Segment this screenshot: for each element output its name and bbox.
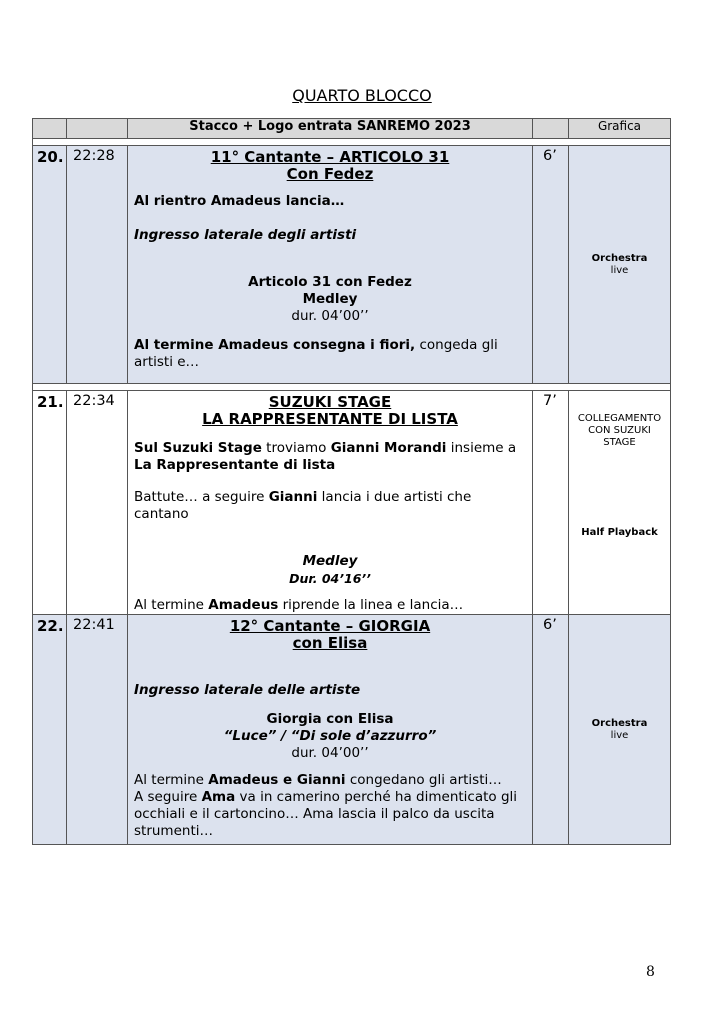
bold-text: Amadeus (208, 597, 279, 613)
table-row (33, 146, 671, 384)
header-cell-time (67, 119, 128, 139)
row-text (134, 337, 526, 371)
header-cell-dur (533, 119, 569, 139)
bold-text: Gianni (268, 489, 318, 505)
performance-line: “Luce” / “Di sole d’azzurro” (223, 728, 437, 744)
grafica-note: COLLEGAMENTO (577, 413, 662, 424)
row-time: 22:28 (67, 146, 128, 384)
table-row (33, 391, 671, 615)
bold-text: Ama (201, 789, 236, 805)
grafica-note: live (610, 264, 629, 276)
row-grafica (569, 391, 671, 615)
row-text (134, 772, 526, 789)
performance-line: Articolo 31 con Fedez (248, 274, 412, 290)
performance-line: Medley (302, 553, 358, 569)
plain-text: troviamo (261, 440, 331, 456)
performance-line: Medley (302, 291, 358, 307)
table-row (33, 615, 671, 845)
row-number: 22. (33, 615, 67, 845)
row-spacer (33, 139, 671, 146)
row-content (128, 146, 533, 384)
row-title-line1: 12° Cantante – GIORGIA (229, 617, 431, 635)
plain-text: riprende la linea e lancia… (278, 597, 464, 613)
header-row (33, 119, 671, 139)
plain-text: A seguire (134, 789, 202, 805)
plain-text: congeda gli artisti e… (134, 337, 498, 370)
performance-duration: Dur. 04’16’’ (289, 571, 371, 586)
row-duration: 6’ (533, 615, 569, 845)
plain-text: Al termine (134, 597, 209, 613)
row-text: Al rientro Amadeus lancia… (134, 193, 345, 209)
grafica-note-bold: Orchestra (591, 252, 648, 264)
row-text: Ingresso laterale delle artiste (134, 682, 361, 698)
bold-text: Gianni Morandi (330, 440, 447, 456)
row-time: 22:41 (67, 615, 128, 845)
row-grafica (569, 146, 671, 384)
bold-text: Al termine Amadeus consegna i fiori, (134, 337, 416, 353)
header-main: Stacco + Logo entrata SANREMO 2023 (128, 119, 533, 139)
plain-text: insieme a (446, 440, 517, 456)
page-number: 8 (646, 964, 655, 980)
performance-duration: dur. 04’00’’ (291, 745, 369, 761)
row-duration: 7’ (533, 391, 569, 615)
header-cell-num (33, 119, 67, 139)
grafica-note: live (610, 729, 629, 741)
bold-text: Amadeus e Gianni (208, 772, 346, 788)
grafica-note-bold: Orchestra (591, 717, 648, 729)
grafica-note: STAGE (603, 437, 636, 448)
row-title-line2: LA RAPPRESENTANTE DI LISTA (202, 410, 458, 428)
schedule-table (32, 118, 671, 845)
row-content (128, 391, 533, 615)
performance-duration: dur. 04’00’’ (291, 308, 369, 324)
row-title-line2: Con Fedez (286, 165, 374, 183)
row-text: Ingresso laterale degli artisti (134, 227, 357, 243)
row-number: 20. (33, 146, 67, 384)
row-number: 21. (33, 391, 67, 615)
grafica-note: CON SUZUKI (588, 425, 651, 436)
plain-text: congedano gli artisti… (345, 772, 502, 788)
row-text (134, 440, 526, 457)
plain-text: Al termine (134, 772, 209, 788)
header-grafica: Grafica (569, 119, 671, 139)
plain-text: lancia i due artisti che cantano (134, 489, 472, 522)
row-content (128, 615, 533, 845)
plain-text: va in camerino perché ha dimenticato gli occhiali e il cartoncino… Ama lascia il palco da uscita strumenti… (134, 789, 518, 839)
row-grafica (569, 615, 671, 845)
row-title-line1: SUZUKI STAGE (268, 393, 392, 411)
row-spacer (33, 384, 671, 391)
row-text (134, 597, 526, 614)
row-time: 22:34 (67, 391, 128, 615)
row-text (134, 489, 526, 523)
bold-text: Sul Suzuki Stage (134, 440, 262, 456)
row-title-line1: 11° Cantante – ARTICOLO 31 (210, 148, 450, 166)
row-duration: 6’ (533, 146, 569, 384)
performance-line: Giorgia con Elisa (266, 711, 394, 727)
row-text: La Rappresentante di lista (134, 457, 336, 473)
row-title-line2: con Elisa (292, 634, 368, 652)
plain-text: Battute… a seguire (134, 489, 269, 505)
row-text (134, 789, 526, 840)
section-title: QUARTO BLOCCO (292, 86, 432, 105)
grafica-note-bold: Half Playback (581, 527, 658, 538)
